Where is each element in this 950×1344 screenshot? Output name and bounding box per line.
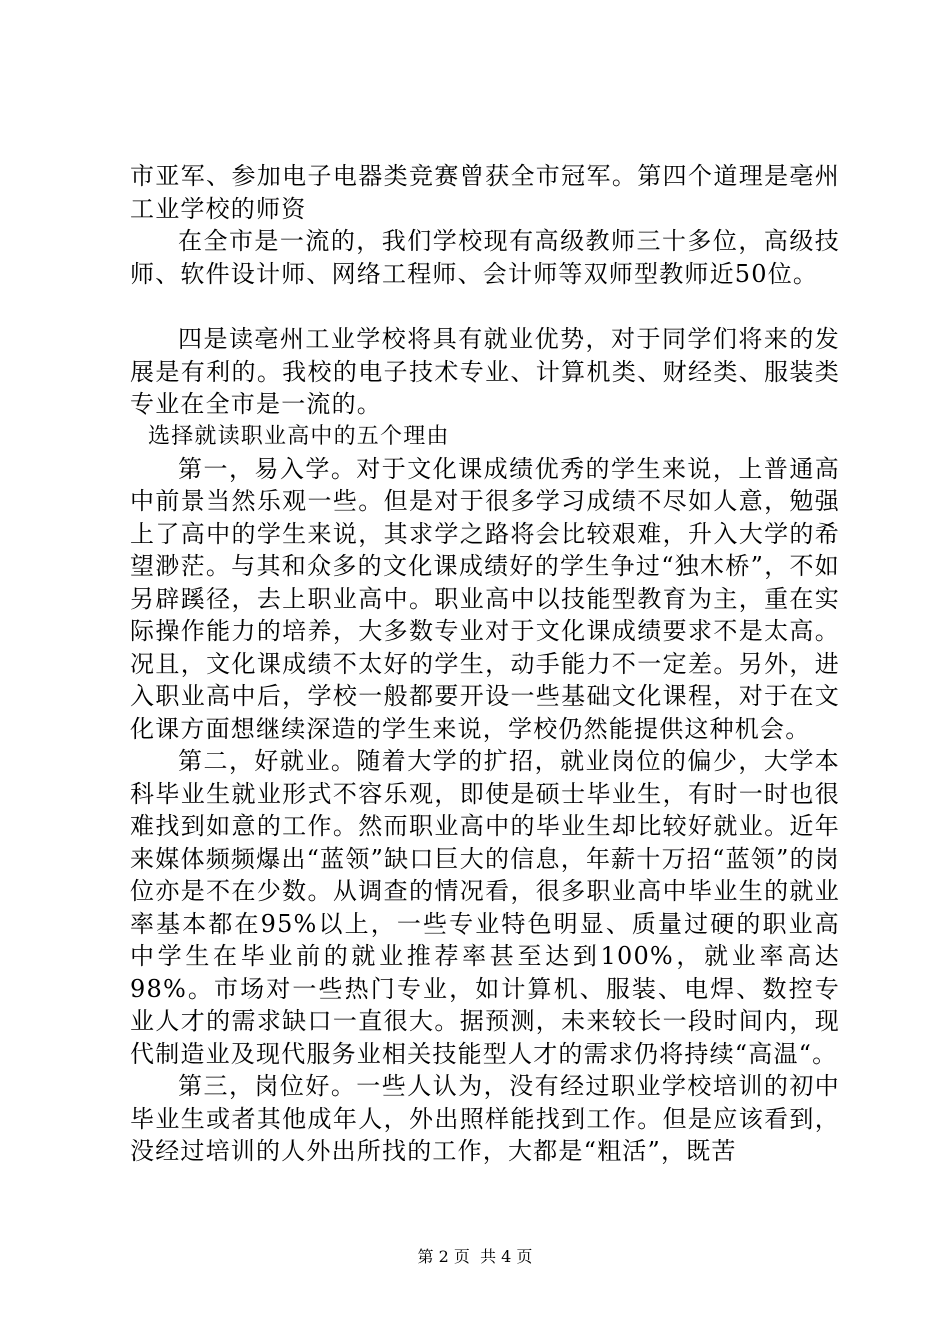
paragraph-reason-two: 第二，好就业。随着大学的扩招，就业岗位的偏少，大学本科毕业生就业形式不容乐观，即使是硕士毕业生，有时一时也很难找到如意的工作。然而职业高中的毕业生却比较好就业。近年来媒体频频爆出“蓝领”缺口巨大的信息，年薪十万招“蓝领”的岗位亦是不在少数。从调查的情况看，很多职业高中毕业生的就业率基本都在95%以上，一些专业特色明显、质量过硬的职业高中学生在毕业前的就业推荐率甚至达到100%，就业率高达98%。市场对一些热门专业，如计算机、服装、电焊、数控专业人才的需求缺口一直很大。据预测，未来较长一段时间内，现代制造业及现代服务业相关技能型人才的需求仍将持续“高温“。 [130,747,840,1068]
paragraph-continuation: 市亚军、参加电子电器类竞赛曾获全市冠军。第四个道理是亳州工业学校的师资 [130,162,840,223]
document-body [130,160,840,1168]
section-heading: 选择就读职业高中的五个理由 [148,423,450,449]
paragraph-reason-three: 第三，岗位好。一些人认为，没有经过职业学校培训的初中毕业生或者其他成年人，外出照样能找到工作。但是应该看到，没经过培训的人外出所找的工作，大都是“粗活”，既苦 [130,1072,840,1165]
paragraph-teachers: 在全市是一流的，我们学校现有高级教师三十多位，高级技师、软件设计师、网络工程师、会计师等双师型教师近50位。 [130,227,840,288]
page-number-label: 第 2 页 共 4 页 [417,1247,533,1266]
paragraph-employment-advantage: 四是读亳州工业学校将具有就业优势，对于同学们将来的发展是有利的。我校的电子技术专业、计算机类、财经类、服装类专业在全市是一流的。 [130,325,840,418]
paragraph-reason-one: 第一，易入学。对于文化课成绩优秀的学生来说，上普通高中前景当然乐观一些。但是对于很多学习成绩不尽如人意，勉强上了高中的学生来说，其求学之路将会比较艰难，升入大学的希望渺茫。与其和众多的文化课成绩好的学生争过“独木桥”，不如另辟蹊径，去上职业高中。职业高中以技能型教育为主，重在实际操作能力的培养，大多数专业对于文化课成绩要求不是太高。况且，文化课成绩不太好的学生，动手能力不一定差。另外，进入职业高中后，学校一般都要开设一些基础文化课程，对于在文化课方面想继续深造的学生来说，学校仍然能提供这种机会。 [130,454,840,743]
page-footer [0,1247,950,1267]
